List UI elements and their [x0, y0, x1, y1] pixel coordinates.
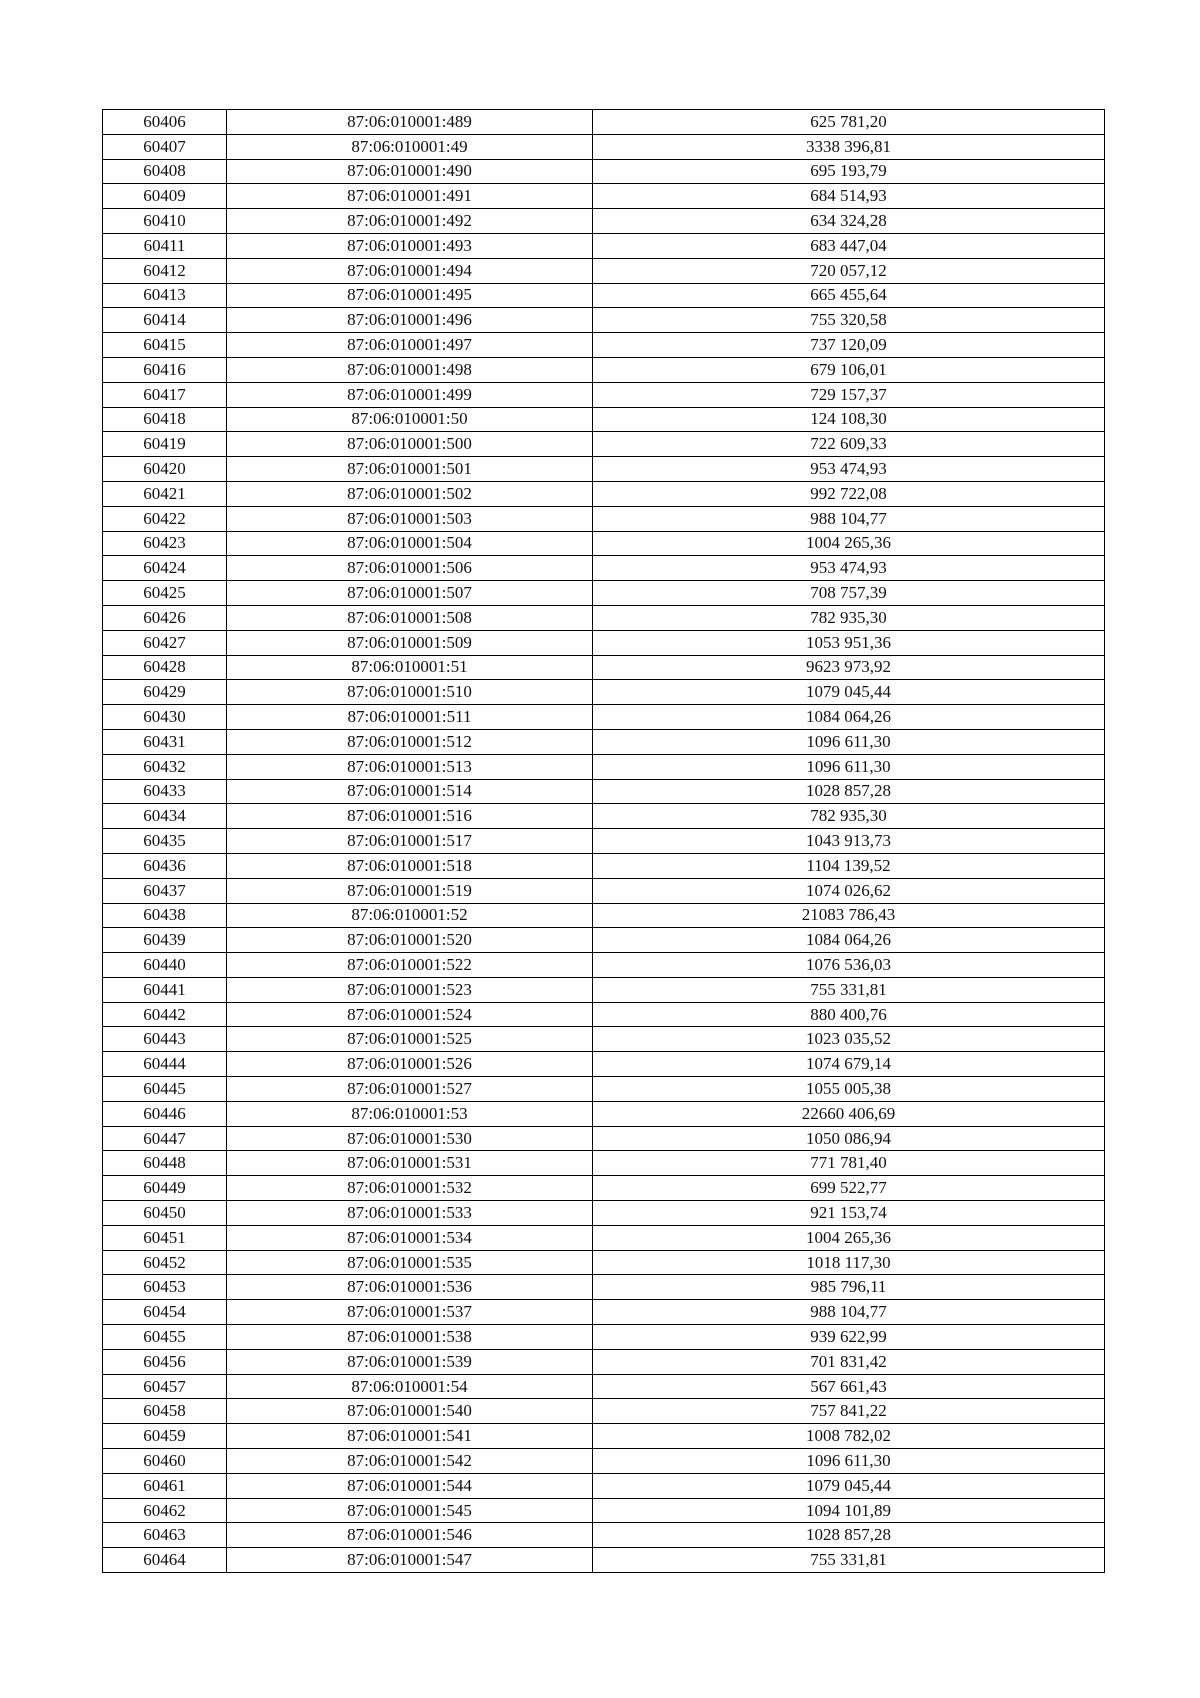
row-number: 60456 — [103, 1349, 227, 1374]
table-row — [103, 481, 1105, 506]
table-row — [103, 853, 1105, 878]
table-row — [103, 1300, 1105, 1325]
cadastral-number: 87:06:010001:509 — [227, 630, 593, 655]
cadastral-value: 1055 005,38 — [593, 1077, 1105, 1102]
cadastral-number: 87:06:010001:540 — [227, 1399, 593, 1424]
cadastral-number: 87:06:010001:496 — [227, 308, 593, 333]
cadastral-value: 1074 026,62 — [593, 878, 1105, 903]
table-row — [103, 605, 1105, 630]
row-number: 60416 — [103, 357, 227, 382]
cadastral-number: 87:06:010001:539 — [227, 1349, 593, 1374]
cadastral-value: 1074 679,14 — [593, 1052, 1105, 1077]
table-body — [103, 110, 1105, 1573]
cadastral-value: 1096 611,30 — [593, 754, 1105, 779]
table-row — [103, 729, 1105, 754]
row-number: 60422 — [103, 506, 227, 531]
table-row — [103, 977, 1105, 1002]
row-number: 60437 — [103, 878, 227, 903]
cadastral-value: 953 474,93 — [593, 556, 1105, 581]
row-number: 60444 — [103, 1052, 227, 1077]
table-row — [103, 1349, 1105, 1374]
cadastral-number: 87:06:010001:518 — [227, 853, 593, 878]
row-number: 60449 — [103, 1176, 227, 1201]
cadastral-value: 782 935,30 — [593, 804, 1105, 829]
cadastral-number: 87:06:010001:53 — [227, 1101, 593, 1126]
row-number: 60419 — [103, 432, 227, 457]
table-row — [103, 680, 1105, 705]
row-number: 60454 — [103, 1300, 227, 1325]
cadastral-value: 1094 101,89 — [593, 1498, 1105, 1523]
cadastral-number: 87:06:010001:519 — [227, 878, 593, 903]
cadastral-number: 87:06:010001:511 — [227, 705, 593, 730]
cadastral-number: 87:06:010001:490 — [227, 159, 593, 184]
cadastral-number: 87:06:010001:50 — [227, 407, 593, 432]
cadastral-value: 634 324,28 — [593, 209, 1105, 234]
row-number: 60447 — [103, 1126, 227, 1151]
cadastral-value: 1084 064,26 — [593, 928, 1105, 953]
row-number: 60408 — [103, 159, 227, 184]
row-number: 60411 — [103, 233, 227, 258]
row-number: 60460 — [103, 1449, 227, 1474]
row-number: 60423 — [103, 531, 227, 556]
cadastral-value: 695 193,79 — [593, 159, 1105, 184]
row-number: 60452 — [103, 1250, 227, 1275]
row-number: 60412 — [103, 258, 227, 283]
cadastral-value: 3338 396,81 — [593, 134, 1105, 159]
cadastral-number: 87:06:010001:501 — [227, 457, 593, 482]
cadastral-value: 988 104,77 — [593, 506, 1105, 531]
cadastral-number: 87:06:010001:510 — [227, 680, 593, 705]
cadastral-number: 87:06:010001:500 — [227, 432, 593, 457]
cadastral-number: 87:06:010001:517 — [227, 829, 593, 854]
table-row — [103, 506, 1105, 531]
cadastral-number: 87:06:010001:535 — [227, 1250, 593, 1275]
cadastral-value: 567 661,43 — [593, 1374, 1105, 1399]
row-number: 60450 — [103, 1201, 227, 1226]
cadastral-number: 87:06:010001:533 — [227, 1201, 593, 1226]
cadastral-number: 87:06:010001:527 — [227, 1077, 593, 1102]
row-number: 60427 — [103, 630, 227, 655]
cadastral-value: 737 120,09 — [593, 333, 1105, 358]
table-row — [103, 779, 1105, 804]
table-row — [103, 1126, 1105, 1151]
table-row — [103, 1027, 1105, 1052]
table-row — [103, 630, 1105, 655]
cadastral-number: 87:06:010001:546 — [227, 1523, 593, 1548]
cadastral-number: 87:06:010001:530 — [227, 1126, 593, 1151]
table-row — [103, 1374, 1105, 1399]
row-number: 60420 — [103, 457, 227, 482]
cadastral-number: 87:06:010001:494 — [227, 258, 593, 283]
cadastral-number: 87:06:010001:51 — [227, 655, 593, 680]
cadastral-value: 992 722,08 — [593, 481, 1105, 506]
table-row — [103, 1052, 1105, 1077]
cadastral-number: 87:06:010001:538 — [227, 1325, 593, 1350]
cadastral-number: 87:06:010001:537 — [227, 1300, 593, 1325]
cadastral-value: 939 622,99 — [593, 1325, 1105, 1350]
cadastral-number: 87:06:010001:49 — [227, 134, 593, 159]
table-row — [103, 531, 1105, 556]
cadastral-number: 87:06:010001:491 — [227, 184, 593, 209]
cadastral-value: 1028 857,28 — [593, 779, 1105, 804]
table-row — [103, 1077, 1105, 1102]
table-row — [103, 903, 1105, 928]
row-number: 60440 — [103, 953, 227, 978]
row-number: 60458 — [103, 1399, 227, 1424]
row-number: 60413 — [103, 283, 227, 308]
cadastral-number: 87:06:010001:508 — [227, 605, 593, 630]
cadastral-number: 87:06:010001:503 — [227, 506, 593, 531]
row-number: 60448 — [103, 1151, 227, 1176]
table-row — [103, 382, 1105, 407]
cadastral-value: 684 514,93 — [593, 184, 1105, 209]
cadastral-value: 625 781,20 — [593, 110, 1105, 135]
table-row — [103, 308, 1105, 333]
cadastral-value: 953 474,93 — [593, 457, 1105, 482]
cadastral-value: 708 757,39 — [593, 581, 1105, 606]
cadastral-number: 87:06:010001:531 — [227, 1151, 593, 1176]
cadastral-value: 9623 973,92 — [593, 655, 1105, 680]
table-row — [103, 556, 1105, 581]
cadastral-number: 87:06:010001:54 — [227, 1374, 593, 1399]
table-row — [103, 258, 1105, 283]
cadastral-value: 771 781,40 — [593, 1151, 1105, 1176]
row-number: 60417 — [103, 382, 227, 407]
row-number: 60439 — [103, 928, 227, 953]
table-row — [103, 1275, 1105, 1300]
row-number: 60457 — [103, 1374, 227, 1399]
row-number: 60407 — [103, 134, 227, 159]
cadastral-value-table — [102, 109, 1105, 1573]
cadastral-value: 124 108,30 — [593, 407, 1105, 432]
cadastral-value: 1008 782,02 — [593, 1424, 1105, 1449]
table-row — [103, 283, 1105, 308]
cadastral-value: 1079 045,44 — [593, 680, 1105, 705]
cadastral-value: 22660 406,69 — [593, 1101, 1105, 1126]
table-row — [103, 407, 1105, 432]
row-number: 60410 — [103, 209, 227, 234]
table-row — [103, 1101, 1105, 1126]
cadastral-number: 87:06:010001:526 — [227, 1052, 593, 1077]
cadastral-value: 757 841,22 — [593, 1399, 1105, 1424]
cadastral-value: 665 455,64 — [593, 283, 1105, 308]
table-row — [103, 1225, 1105, 1250]
cadastral-value: 1004 265,36 — [593, 531, 1105, 556]
cadastral-value: 720 057,12 — [593, 258, 1105, 283]
table-row — [103, 110, 1105, 135]
cadastral-value: 1043 913,73 — [593, 829, 1105, 854]
cadastral-number: 87:06:010001:497 — [227, 333, 593, 358]
cadastral-value: 1104 139,52 — [593, 853, 1105, 878]
cadastral-number: 87:06:010001:544 — [227, 1473, 593, 1498]
row-number: 60455 — [103, 1325, 227, 1350]
table-row — [103, 184, 1105, 209]
row-number: 60429 — [103, 680, 227, 705]
table-row — [103, 829, 1105, 854]
table-row — [103, 1201, 1105, 1226]
cadastral-value: 1028 857,28 — [593, 1523, 1105, 1548]
cadastral-number: 87:06:010001:512 — [227, 729, 593, 754]
cadastral-number: 87:06:010001:493 — [227, 233, 593, 258]
cadastral-value: 1050 086,94 — [593, 1126, 1105, 1151]
table-row — [103, 953, 1105, 978]
table-row — [103, 754, 1105, 779]
cadastral-value: 701 831,42 — [593, 1349, 1105, 1374]
cadastral-number: 87:06:010001:542 — [227, 1449, 593, 1474]
table-row — [103, 1325, 1105, 1350]
row-number: 60424 — [103, 556, 227, 581]
row-number: 60451 — [103, 1225, 227, 1250]
table-row — [103, 1548, 1105, 1573]
row-number: 60428 — [103, 655, 227, 680]
cadastral-value: 755 331,81 — [593, 1548, 1105, 1573]
cadastral-number: 87:06:010001:545 — [227, 1498, 593, 1523]
table-row — [103, 159, 1105, 184]
table-row — [103, 1399, 1105, 1424]
cadastral-number: 87:06:010001:536 — [227, 1275, 593, 1300]
cadastral-value: 1084 064,26 — [593, 705, 1105, 730]
row-number: 60421 — [103, 481, 227, 506]
row-number: 60463 — [103, 1523, 227, 1548]
row-number: 60426 — [103, 605, 227, 630]
row-number: 60414 — [103, 308, 227, 333]
row-number: 60464 — [103, 1548, 227, 1573]
row-number: 60415 — [103, 333, 227, 358]
row-number: 60418 — [103, 407, 227, 432]
row-number: 60446 — [103, 1101, 227, 1126]
cadastral-value: 1053 951,36 — [593, 630, 1105, 655]
cadastral-number: 87:06:010001:547 — [227, 1548, 593, 1573]
row-number: 60441 — [103, 977, 227, 1002]
cadastral-number: 87:06:010001:514 — [227, 779, 593, 804]
cadastral-value: 729 157,37 — [593, 382, 1105, 407]
row-number: 60459 — [103, 1424, 227, 1449]
cadastral-number: 87:06:010001:52 — [227, 903, 593, 928]
cadastral-number: 87:06:010001:522 — [227, 953, 593, 978]
row-number: 60409 — [103, 184, 227, 209]
cadastral-number: 87:06:010001:502 — [227, 481, 593, 506]
row-number: 60461 — [103, 1473, 227, 1498]
table-row — [103, 1002, 1105, 1027]
cadastral-value: 988 104,77 — [593, 1300, 1105, 1325]
table-row — [103, 1523, 1105, 1548]
cadastral-value: 1004 265,36 — [593, 1225, 1105, 1250]
table-row — [103, 209, 1105, 234]
row-number: 60462 — [103, 1498, 227, 1523]
table-row — [103, 1250, 1105, 1275]
table-row — [103, 457, 1105, 482]
cadastral-value: 683 447,04 — [593, 233, 1105, 258]
cadastral-value: 755 331,81 — [593, 977, 1105, 1002]
table-row — [103, 655, 1105, 680]
cadastral-value: 699 522,77 — [593, 1176, 1105, 1201]
cadastral-number: 87:06:010001:492 — [227, 209, 593, 234]
cadastral-number: 87:06:010001:489 — [227, 110, 593, 135]
cadastral-number: 87:06:010001:541 — [227, 1424, 593, 1449]
cadastral-number: 87:06:010001:524 — [227, 1002, 593, 1027]
cadastral-value: 1018 117,30 — [593, 1250, 1105, 1275]
table-row — [103, 705, 1105, 730]
table-row — [103, 134, 1105, 159]
table-row — [103, 928, 1105, 953]
cadastral-number: 87:06:010001:525 — [227, 1027, 593, 1052]
table-row — [103, 1424, 1105, 1449]
cadastral-value: 1023 035,52 — [593, 1027, 1105, 1052]
cadastral-number: 87:06:010001:507 — [227, 581, 593, 606]
row-number: 60436 — [103, 853, 227, 878]
table-row — [103, 233, 1105, 258]
cadastral-number: 87:06:010001:520 — [227, 928, 593, 953]
table-row — [103, 581, 1105, 606]
cadastral-value: 722 609,33 — [593, 432, 1105, 457]
row-number: 60434 — [103, 804, 227, 829]
table-row — [103, 1498, 1105, 1523]
cadastral-number: 87:06:010001:532 — [227, 1176, 593, 1201]
cadastral-number: 87:06:010001:513 — [227, 754, 593, 779]
cadastral-number: 87:06:010001:534 — [227, 1225, 593, 1250]
table-row — [103, 878, 1105, 903]
table-row — [103, 357, 1105, 382]
cadastral-value: 880 400,76 — [593, 1002, 1105, 1027]
cadastral-value: 679 106,01 — [593, 357, 1105, 382]
cadastral-number: 87:06:010001:523 — [227, 977, 593, 1002]
row-number: 60431 — [103, 729, 227, 754]
cadastral-value: 21083 786,43 — [593, 903, 1105, 928]
table-row — [103, 432, 1105, 457]
row-number: 60443 — [103, 1027, 227, 1052]
table-row — [103, 1151, 1105, 1176]
table-row — [103, 1473, 1105, 1498]
row-number: 60433 — [103, 779, 227, 804]
row-number: 60432 — [103, 754, 227, 779]
row-number: 60453 — [103, 1275, 227, 1300]
row-number: 60438 — [103, 903, 227, 928]
cadastral-value: 755 320,58 — [593, 308, 1105, 333]
cadastral-number: 87:06:010001:506 — [227, 556, 593, 581]
table-row — [103, 1449, 1105, 1474]
cadastral-value: 1076 536,03 — [593, 953, 1105, 978]
row-number: 60445 — [103, 1077, 227, 1102]
table-row — [103, 333, 1105, 358]
cadastral-number: 87:06:010001:516 — [227, 804, 593, 829]
row-number: 60406 — [103, 110, 227, 135]
cadastral-value: 1096 611,30 — [593, 729, 1105, 754]
table-row — [103, 1176, 1105, 1201]
row-number: 60442 — [103, 1002, 227, 1027]
cadastral-number: 87:06:010001:495 — [227, 283, 593, 308]
row-number: 60425 — [103, 581, 227, 606]
row-number: 60430 — [103, 705, 227, 730]
cadastral-value: 1079 045,44 — [593, 1473, 1105, 1498]
table-row — [103, 804, 1105, 829]
cadastral-value: 985 796,11 — [593, 1275, 1105, 1300]
cadastral-number: 87:06:010001:504 — [227, 531, 593, 556]
cadastral-value: 921 153,74 — [593, 1201, 1105, 1226]
cadastral-number: 87:06:010001:498 — [227, 357, 593, 382]
cadastral-value: 782 935,30 — [593, 605, 1105, 630]
cadastral-number: 87:06:010001:499 — [227, 382, 593, 407]
cadastral-value: 1096 611,30 — [593, 1449, 1105, 1474]
row-number: 60435 — [103, 829, 227, 854]
